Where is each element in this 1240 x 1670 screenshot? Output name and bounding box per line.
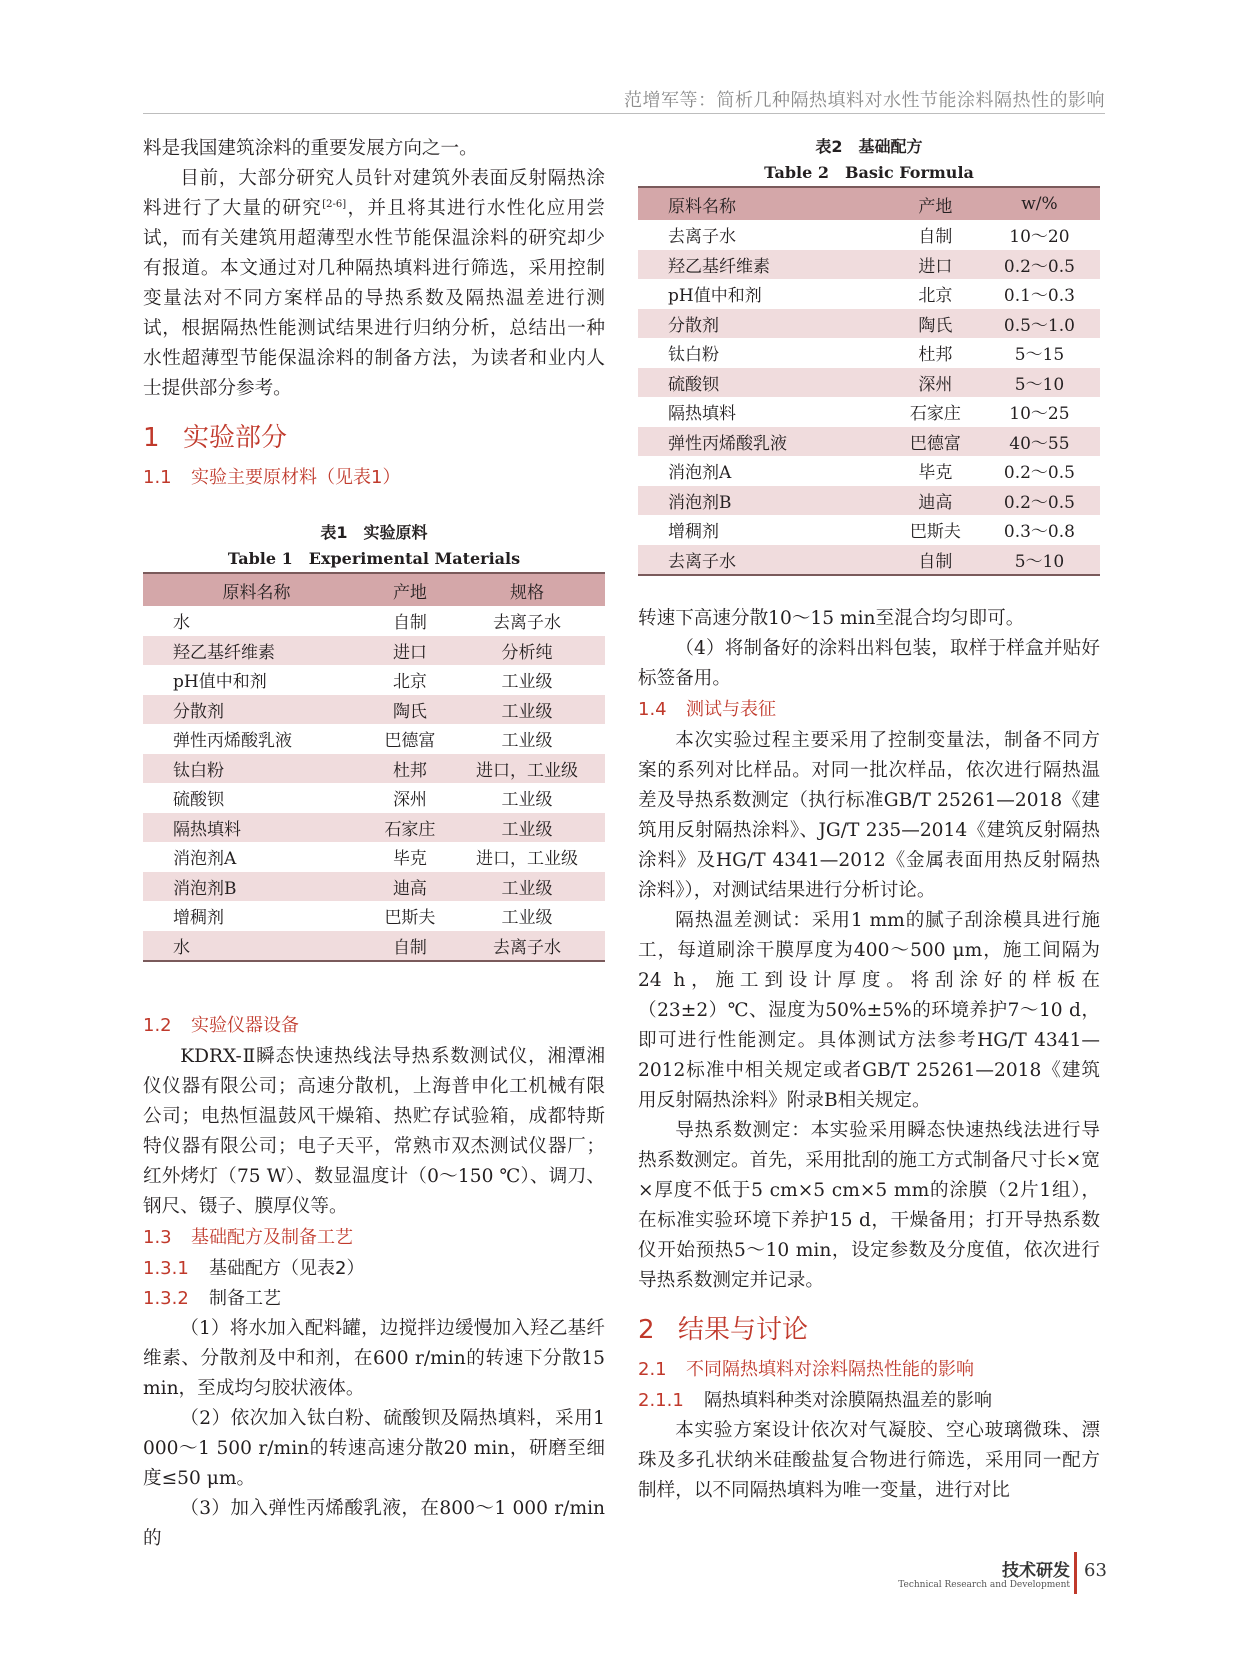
paragraph: 隔热温差测试：采用1 mm的腻子刮涂模具进行施工，每道刷涂干膜厚度为400～500 μm，施工间隔为24 h，施工到设计厚度。将刮涂好的样板在（23±2）℃、湿度为50%±5%的环境养护7～10 d，即可进行性能测定。具体测试方法参考HG/T 4341—2012标准中相关规定或者GB/T 25261—2018《建筑用反射隔热涂料》附录B相关规定。 (638, 910, 1100, 1111)
table-row (638, 279, 1100, 309)
table-cell: 5～10 (979, 368, 1100, 398)
table-cell: 10～25 (1009, 404, 1070, 425)
table-cell: 巴德富 (384, 731, 436, 752)
subsubsection-heading: 1.3.1 基础配方（见表2） (143, 1258, 365, 1279)
table-row (638, 309, 1100, 339)
header-divider (143, 113, 1105, 114)
table-header-cell: 原料名称 (143, 573, 371, 606)
subsection-heading: 1.4 测试与表征 (638, 699, 776, 720)
paragraph: KDRX-Ⅱ瞬态快速热线法导热系数测试仪，湘潭湘仪仪器有限公司；高速分散机，上海普申化工机械有限公司；电热恒温鼓风干燥箱、热贮存试验箱，成都特斯特仪器有限公司；电子天平，常熟市双杰测试仪器厂；红外烤灯（75 W）、数显温度计（0～150 ℃）、调刀、钢尺、镊子、膜厚仪等。 (143, 1046, 605, 1217)
table-cell: 羟乙基纤维素 (638, 250, 892, 280)
table-cell: 弹性丙烯酸乳液 (638, 427, 892, 457)
table-cell: 钛白粉 (668, 345, 719, 366)
section-heading: 1 实验部分 (143, 423, 288, 453)
table-header-cell: 原料名称 (638, 187, 892, 220)
table-cell: 石家庄 (909, 404, 961, 425)
table-cell: 5～10 (979, 545, 1100, 576)
footer-section-name-en: Technical Research and Development (898, 1580, 1070, 1590)
table-cell: 硫酸钡 (173, 790, 224, 811)
table-row (638, 427, 1100, 457)
table-cell: pH值中和剂 (173, 672, 267, 693)
paragraph: （1）将水加入配料罐，边搅拌边缓慢加入羟乙基纤维素、分散剂及中和剂，在600 r/min的转速下分散15 min，至成均匀胶状液体。 (143, 1318, 605, 1399)
table-cell: 去离子水 (449, 931, 605, 962)
citation: [2-6] (322, 198, 347, 210)
table-cell: 隔热填料 (668, 404, 736, 425)
table-cell: 去离子水 (668, 227, 736, 248)
table-caption-en: Table 2 Basic Formula (764, 163, 974, 182)
subsubsection-heading: 1.3.2 制备工艺 (143, 1288, 281, 1309)
table-cell: 深州 (392, 790, 427, 811)
table-row (638, 456, 1100, 486)
footer-divider (1074, 1552, 1077, 1594)
table-cell: 深州 (892, 368, 979, 398)
table-row (638, 368, 1100, 398)
table-row (143, 754, 605, 784)
table-cell: 去离子水 (638, 545, 892, 576)
table-row (143, 931, 605, 962)
table-row (638, 220, 1100, 250)
table-cell: 消泡剂A (173, 849, 237, 870)
table-header-cell: 产地 (371, 573, 449, 606)
paragraph: （3）加入弹性丙烯酸乳液，在800～1 000 r/min的 (143, 1498, 605, 1549)
table-cell: 自制 (918, 227, 953, 248)
table-cell: 杜邦 (371, 754, 449, 784)
table-cell: 进口，工业级 (449, 754, 605, 784)
table-cell: 工业级 (501, 731, 553, 752)
paragraph: （2）依次加入钛白粉、硫酸钡及隔热填料，采用1 000～1 500 r/min的转速高速分散20 min，研磨至细度≤50 μm。 (143, 1408, 605, 1489)
table-cell: 40～55 (979, 427, 1100, 457)
table-cell: 羟乙基纤维素 (143, 636, 371, 666)
table-cell: 硫酸钡 (638, 368, 892, 398)
page-number: 63 (1084, 1560, 1107, 1581)
table-cell: 5～15 (1014, 345, 1065, 366)
table-cell: 工业级 (501, 672, 553, 693)
table-row (143, 606, 605, 636)
left-column (143, 134, 605, 1554)
table-cell: 消泡剂B (638, 486, 892, 516)
paragraph: 目前，大部分研究人员针对建筑外表面反射隔热涂料进行了大量的研究[2-6]，并且将其进行水性化应用尝试，而有关建筑用超薄型水性节能保温涂料的研究却少有报道。本文通过对几种隔热填料进行筛选，采用控制变量法对不同方案样品的导热系数及隔热温差进行测试，根据隔热性能测试结果进行归纳分析，总结出一种水性超薄型节能保温涂料的制备方法，为读者和业内人士提供部分参考。 (143, 168, 605, 399)
table-cell: 增稠剂 (668, 522, 719, 543)
table-row (143, 901, 605, 931)
table-cell: 巴斯夫 (384, 908, 436, 929)
table-cell: 工业级 (449, 872, 605, 902)
paragraph: 本次实验过程主要采用了控制变量法，制备不同方案的系列对比样品。对同一批次样品，依次进行隔热温差及导热系数测定（执行标准GB/T 25261—2018《建筑用反射隔热涂料》、JG/T 235—2014《建筑反射隔热涂料》及HG/T 4341—2012《金属表面用热反射隔热涂料》），对测试结果进行分析讨论。 (638, 730, 1100, 901)
table-cell: 水 (173, 613, 190, 634)
table-cell: 毕克 (392, 849, 427, 870)
table-caption-en: Table 1 Experimental Materials (227, 549, 521, 568)
table-cell: 陶氏 (892, 309, 979, 339)
table-cell: 杜邦 (918, 345, 953, 366)
table-cell: 分析纯 (449, 636, 605, 666)
table-cell: 工业级 (449, 813, 605, 843)
table-cell: 0.2～0.5 (979, 486, 1100, 516)
table-row (143, 783, 605, 813)
formula-table (638, 186, 1100, 576)
table-cell: pH值中和剂 (668, 286, 762, 307)
table-cell: 迪高 (892, 486, 979, 516)
table-cell: 增稠剂 (173, 908, 224, 929)
table-row (143, 665, 605, 695)
table-caption-cn: 表2 基础配方 (815, 137, 923, 156)
table-cell: 消泡剂A (668, 463, 732, 484)
table-cell: 进口 (892, 250, 979, 280)
subsection-heading: 2.1 不同隔热填料对涂料隔热性能的影响 (638, 1359, 974, 1380)
right-column (638, 134, 1100, 1506)
table-cell: 隔热填料 (143, 813, 371, 843)
table-row (638, 250, 1100, 280)
table-cell: 0.3～0.8 (1003, 522, 1075, 543)
table-cell: 北京 (918, 286, 953, 307)
table-cell: 消泡剂B (143, 872, 371, 902)
table-cell: 进口，工业级 (475, 849, 578, 870)
table-cell: 0.2～0.5 (979, 250, 1100, 280)
table-header-cell: 产地 (892, 187, 979, 220)
table-cell: 北京 (392, 672, 427, 693)
paragraph: 转速下高速分散10～15 min至混合均匀即可。 (638, 608, 1025, 629)
table-cell: 去离子水 (492, 613, 561, 634)
subsection-heading: 1.2 实验仪器设备 (143, 1015, 299, 1036)
subsection-heading: 1.1 实验主要原材料（见表1） (143, 467, 401, 488)
table-header-cell: 规格 (449, 573, 605, 606)
table-cell: 分散剂 (143, 695, 371, 725)
subsection-heading: 1.3 基础配方及制备工艺 (143, 1227, 353, 1248)
table-row (143, 724, 605, 754)
table-row (638, 338, 1100, 368)
table-cell: 巴德富 (892, 427, 979, 457)
table-row (638, 545, 1100, 576)
table-cell: 分散剂 (638, 309, 892, 339)
paragraph: 料是我国建筑涂料的重要发展方向之一。 (143, 138, 478, 159)
table-cell: 石家庄 (371, 813, 449, 843)
materials-table (143, 572, 605, 962)
table-cell: 0.1～0.3 (1003, 286, 1075, 307)
table-header-cell: w/% (979, 187, 1100, 220)
table-row (143, 636, 605, 666)
subsubsection-heading: 2.1.1 隔热填料种类对涂膜隔热温差的影响 (638, 1390, 992, 1411)
table-cell: 自制 (892, 545, 979, 576)
footer-section-name: 技术研发 (1002, 1561, 1070, 1581)
table-cell: 进口 (371, 636, 449, 666)
table-cell: 10～20 (1009, 227, 1070, 248)
table-cell: 水 (143, 931, 371, 962)
table-row (638, 515, 1100, 545)
table-row (143, 695, 605, 725)
paragraph: （4）将制备好的涂料出料包装，取样于样盒并贴好标签备用。 (638, 638, 1100, 689)
paragraph: 本实验方案设计依次对气凝胶、空心玻璃微珠、漂珠及多孔状纳米硅酸盐复合物进行筛选，采用同一配方制样，以不同隔热填料为唯一变量，进行对比 (638, 1420, 1100, 1501)
table-cell: 工业级 (501, 908, 553, 929)
table-row (143, 872, 605, 902)
section-heading: 2 结果与讨论 (638, 1315, 809, 1345)
table-cell: 钛白粉 (143, 754, 371, 784)
table-cell: 毕克 (918, 463, 953, 484)
table-cell: 工业级 (449, 695, 605, 725)
table-cell: 巴斯夫 (909, 522, 961, 543)
table-row (638, 397, 1100, 427)
table-cell: 陶氏 (371, 695, 449, 725)
table-cell: 0.2～0.5 (1003, 463, 1075, 484)
paragraph: 导热系数测定：本实验采用瞬态快速热线法进行导热系数测定。首先，采用批刮的施工方式制备尺寸长×宽×厚度不低于5 cm×5 cm×5 mm的涂膜（2片1组），在标准实验环境下养护15 d，干燥备用；打开导热系数仪开始预热5～10 min，设定参数及分度值，依次进行导热系数测定并记录。 (638, 1120, 1100, 1291)
table-cell: 迪高 (371, 872, 449, 902)
table-cell: 自制 (392, 613, 427, 634)
table-caption-cn: 表1 实验原料 (320, 523, 428, 542)
table-row (638, 486, 1100, 516)
running-title: 范增军等：简析几种隔热填料对水性节能涂料隔热性的影响 (624, 90, 1105, 111)
table-cell: 0.5～1.0 (979, 309, 1100, 339)
table-row (143, 842, 605, 872)
table-cell: 弹性丙烯酸乳液 (173, 731, 292, 752)
table-cell: 自制 (371, 931, 449, 962)
table-cell: 工业级 (501, 790, 553, 811)
table-row (143, 813, 605, 843)
